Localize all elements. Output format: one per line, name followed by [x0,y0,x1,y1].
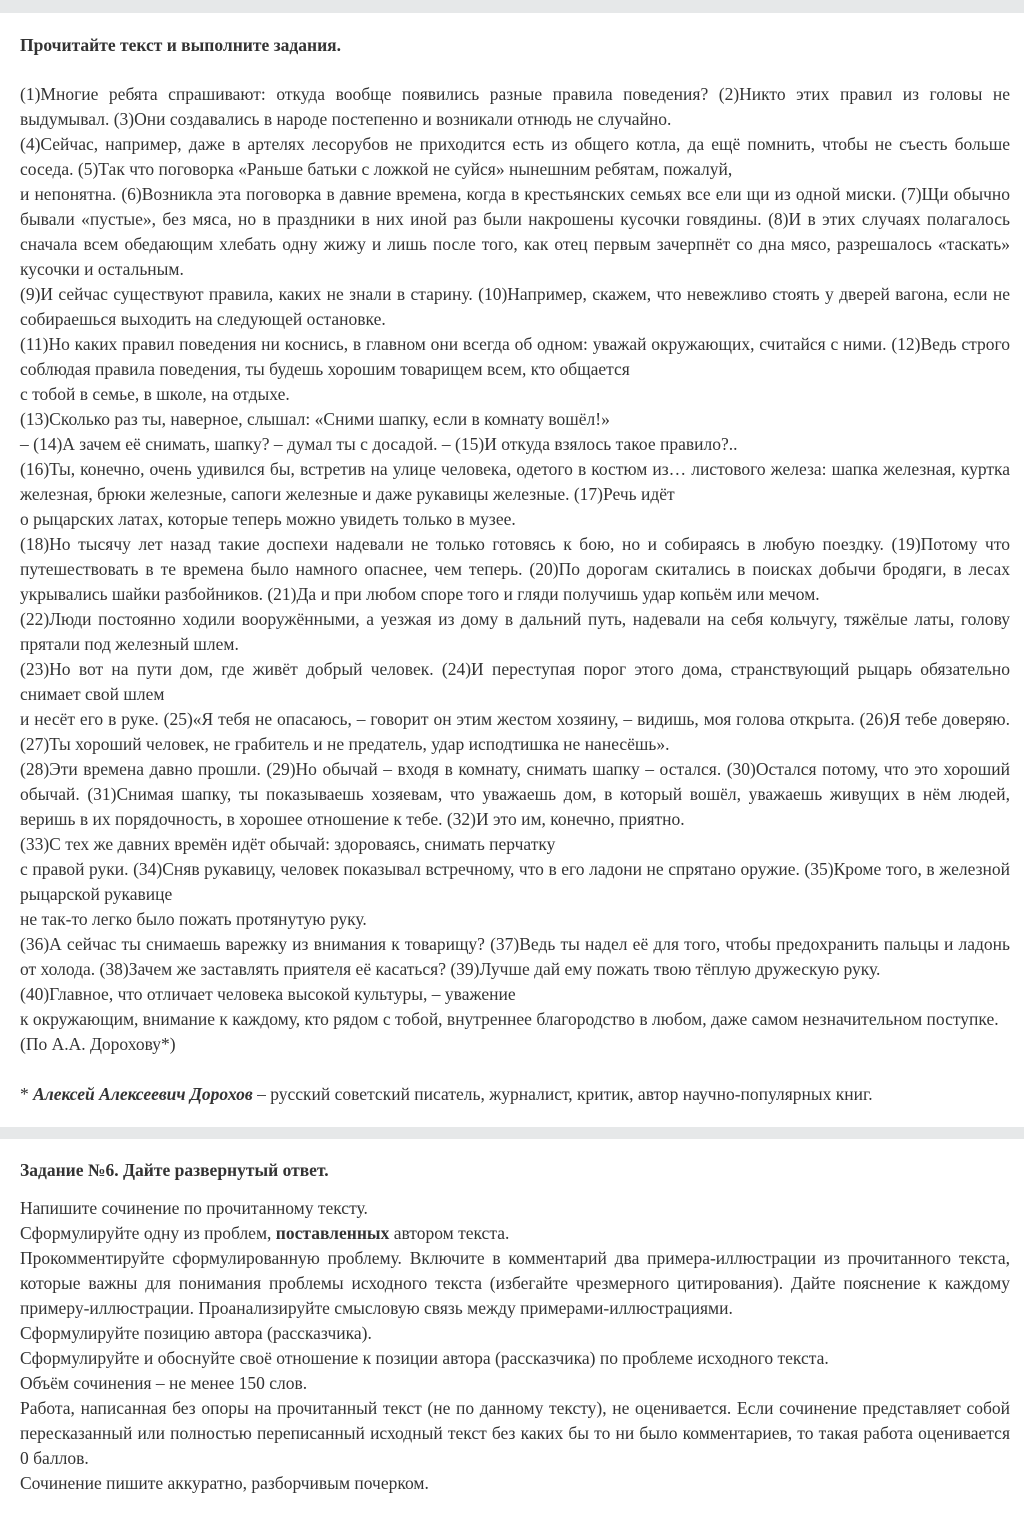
paragraph: (33)С тех же давних времён идёт обычай: здороваясь, снимать перчатку с правой руки. (34)Сняв рукавицу, человек показывал встречному, что в его ладони не спрятано оружие. (35)Кроме того, в железной рыцарской рукавице не так-то легко было пожать протянутую руку. [20,834,1010,929]
paragraph: Сформулируйте позицию автора (рассказчика). [20,1323,372,1343]
paragraph: Работа, написанная без опоры на прочитанный текст (не по данному тексту), не оценивается. Если сочинение представляет собой пересказанный или полностью переписанный исходный текст без каких бы то ни было комментариев, то такая работа оценивается 0 баллов. [20,1398,1010,1468]
paragraph: (По А.А. Дорохову*) [20,1034,176,1054]
paragraph: (11)Но каких правил поведения ни коснись, в главном они всегда об одном: уважай окружающих, считайся с ними. (12)Ведь строго соблюдая правила поведения, ты будешь хорошим товарищем всем, кто общается с тобой в семье, в школе, на отдыхе. [20,334,1010,404]
task-heading: Задание №6. Дайте развернутый ответ. [20,1160,329,1180]
paragraph: (13)Сколько раз ты, наверное, слышал: «Сними шапку, если в комнату вошёл!» [20,409,610,429]
emphasized-text: Алексей Алексеевич Дорохов [33,1084,253,1104]
section-divider-bar [0,1127,1024,1139]
task-section [0,1158,1024,1536]
paragraph: (18)Но тысячу лет назад такие доспехи надевали не только готовясь к бою, но и собираясь в любую поездку. (19)Потому что путешествовать в те времена было намного опаснее, чем теперь. (20)По дорогам скитались в поисках добычи бродяги, в лесах укрывались шайки разбойников. (21)Да и при любом споре того и гляди получишь удар копьём или мечом. [20,534,1010,604]
paragraph: * Алексей Алексеевич Дорохов – русский советский писатель, журналист, критик, автор научно-популярных книг. [20,1084,873,1104]
paragraph: (9)И сейчас существуют правила, каких не знали в старину. (10)Например, скажем, что невежливо стоять у дверей вагона, если не собираешься выходить на следующей остановке. [20,284,1010,329]
paragraph: Сформулируйте одну из проблем, поставленных автором текста. [20,1223,510,1243]
emphasized-text: поставленных [275,1223,390,1243]
source-text-section [0,33,1024,1107]
paragraph: (22)Люди постоянно ходили вооружёнными, а уезжая из дому в дальний путь, надевали на себя кольчугу, тяжёлые латы, голову прятали под железный шлем. [20,609,1010,654]
paragraph: (36)А сейчас ты снимаешь варежку из внимания к товарищу? (37)Ведь ты надел её для того, чтобы предохранить пальцы и ладонь от холода. (38)Зачем же заставлять приятеля её касаться? (39)Лучше дай ему пожать твою тёплую дружескую руку. [20,934,1010,979]
task-instructions [20,1196,1010,1496]
paragraph: Напишите сочинение по прочитанному тексту. [20,1198,368,1218]
paragraph: (40)Главное, что отличает человека высокой культуры, – уважение к окружающим, внимание к каждому, кто рядом с тобой, внутреннее благородство в любом, даже самом незначительном поступке. [20,984,999,1029]
paragraph: – (14)А зачем её снимать, шапку? – думал ты с досадой. – (15)И откуда взялось такое правило?.. [20,434,738,454]
top-border-bar [0,0,1024,13]
author-footnote [20,1082,1010,1107]
paragraph: (16)Ты, конечно, очень удивился бы, встретив на улице человека, одетого в костюм из… листового железа: шапка железная, куртка железная, брюки железные, сапоги железные и даже рукавицы железные. (17)Речь идёт о рыцарских латах, которые теперь можно увидеть только в музее. [20,459,1010,529]
reading-instruction-heading: Прочитайте текст и выполните задания. [20,35,342,55]
paragraph: Объём сочинения – не менее 150 слов. [20,1373,308,1393]
paragraph: Сочинение пишите аккуратно, разборчивым почерком. [20,1473,429,1493]
paragraph: Сформулируйте и обоснуйте своё отношение к позиции автора (рассказчика) по проблеме исходного текста. [20,1348,829,1368]
paragraph: Прокомментируйте сформулированную проблему. Включите в комментарий два примера-иллюстрации из прочитанного текста, которые важны для понимания проблемы исходного текста (избегайте чрезмерного цитирования). Дайте пояснение к каждому примеру-иллюстрации. Проанализируйте смысловую связь между примерами-иллюстрациями. [20,1248,1010,1318]
paragraph: (23)Но вот на пути дом, где живёт добрый человек. (24)И переступая порог этого дома, странствующий рыцарь обязательно снимает свой шлем и несёт его в руке. (25)«Я тебя не опасаюсь, – говорит он этим жестом хозяину, – видишь, моя голова открыта. (26)Я тебе доверяю. (27)Ты хороший человек, не грабитель и не предатель, удар исподтишка не нанесёшь». [20,659,1010,754]
paragraph: (1)Многие ребята спрашивают: откуда вообще появились разные правила поведения? (2)Никто этих правил из головы не выдумывал. (3)Они создавались в народе постепенно и возникали отнюдь не случайно. [20,84,1010,129]
paragraph: (4)Сейчас, например, даже в артелях лесорубов не приходится есть из общего котла, да ещё помнить, чтобы не съесть больше соседа. (5)Так что поговорка «Раньше батьки с ложкой не суйся» нынешним ребятам, пожалуй, и непонятна. (6)Возникла эта поговорка в давние времена, когда в крестьянских семьях все ели щи из одной миски. (7)Щи обычно бывали «пустые», без мяса, но в праздники в них иной раз были накрошены кусочки говядины. (8)И в этих случаях полагалось сначала всем обедающим хлебать одну жижу и лишь после того, как отец первым зачерпнёт со дна мясо, разрешалось «таскать» кусочки и остальным. [20,134,1010,279]
source-text [20,82,1010,1057]
paragraph: (28)Эти времена давно прошли. (29)Но обычай – входя в комнату, снимать шапку – остался. (30)Остался потому, что это хороший обычай. (31)Снимая шапку, ты показываешь хозяевам, что уважаешь дом, в который вошёл, уважаешь живущих в нём людей, веришь в их порядочность, в хорошее отношение к тебе. (32)И это им, конечно, приятно. [20,759,1010,829]
